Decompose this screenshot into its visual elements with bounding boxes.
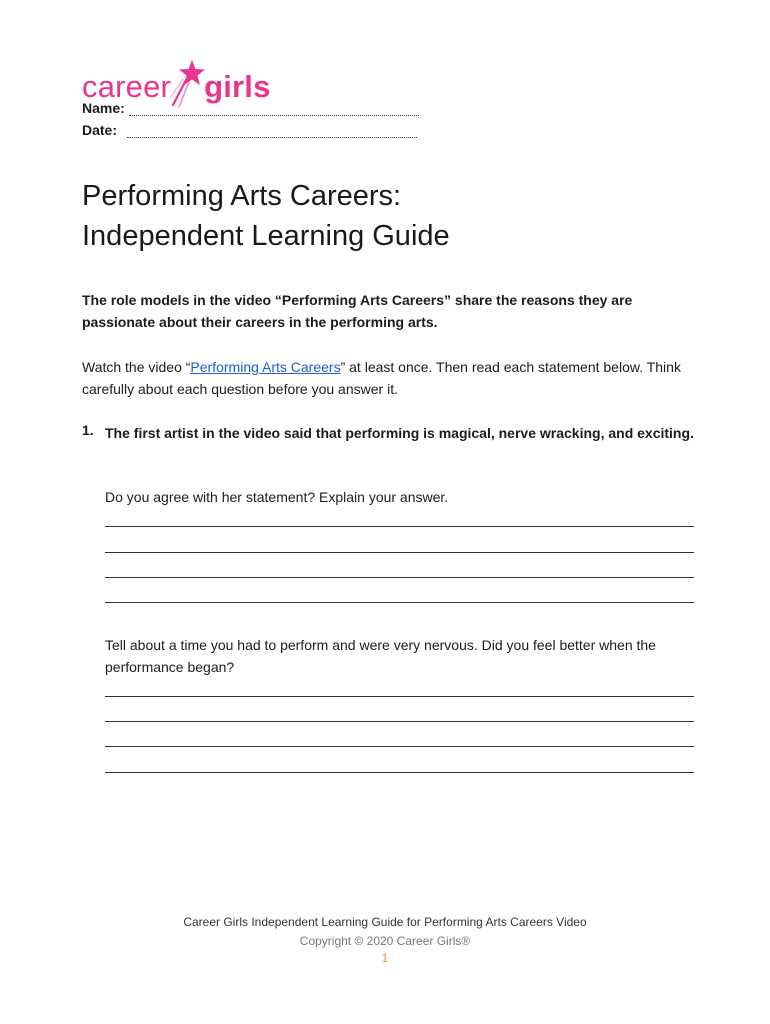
- name-field: [82, 100, 419, 116]
- name-input-line[interactable]: [129, 103, 419, 116]
- page-number: 1: [381, 951, 389, 965]
- answer-line[interactable]: [105, 552, 694, 553]
- title-line-1: Performing Arts Careers:: [82, 180, 402, 212]
- answer-line[interactable]: [105, 696, 694, 697]
- prompt-agree: Do you agree with her statement? Explain your answer.: [105, 489, 449, 505]
- answer-line[interactable]: [105, 746, 694, 747]
- logo-word-girls: girls: [204, 69, 271, 104]
- instructions-paragraph: [82, 356, 702, 400]
- title-line-2: Independent Learning Guide: [82, 220, 450, 252]
- logo-word-career: career: [82, 69, 172, 104]
- question-text: The first artist in the video said that performing is magical, nerve wracking, and exciting.: [105, 425, 694, 441]
- video-link[interactable]: Performing Arts Careers: [190, 359, 341, 375]
- intro-paragraph: The role models in the video “Performing Arts Careers” share the reasons they are passionate about their careers in the performing arts.: [82, 292, 633, 330]
- footer-copyright: Copyright © 2020 Career Girls®: [299, 934, 471, 948]
- instructions-before: Watch the video “: [82, 359, 191, 375]
- answer-line[interactable]: [105, 577, 694, 578]
- instructions-after: ” at least once. Then read each statement below. Think carefully about each question before you answer it.: [82, 359, 681, 397]
- answer-line[interactable]: [105, 526, 694, 527]
- name-label: Name:: [82, 100, 125, 116]
- footer-guide-title: Career Girls Independent Learning Guide for Performing Arts Careers Video: [183, 915, 587, 929]
- date-field: [82, 122, 417, 138]
- question-number: 1.: [82, 422, 94, 438]
- career-girls-logo: [82, 50, 271, 102]
- prompt-nervous: Tell about a time you had to perform and were very nervous. Did you feel better when the performance began?: [105, 637, 656, 675]
- answer-line[interactable]: [105, 772, 694, 773]
- page-title: [82, 176, 450, 256]
- date-input-line[interactable]: [127, 125, 417, 138]
- answer-line[interactable]: [105, 602, 694, 603]
- date-label: Date:: [82, 122, 118, 138]
- answer-line[interactable]: [105, 721, 694, 722]
